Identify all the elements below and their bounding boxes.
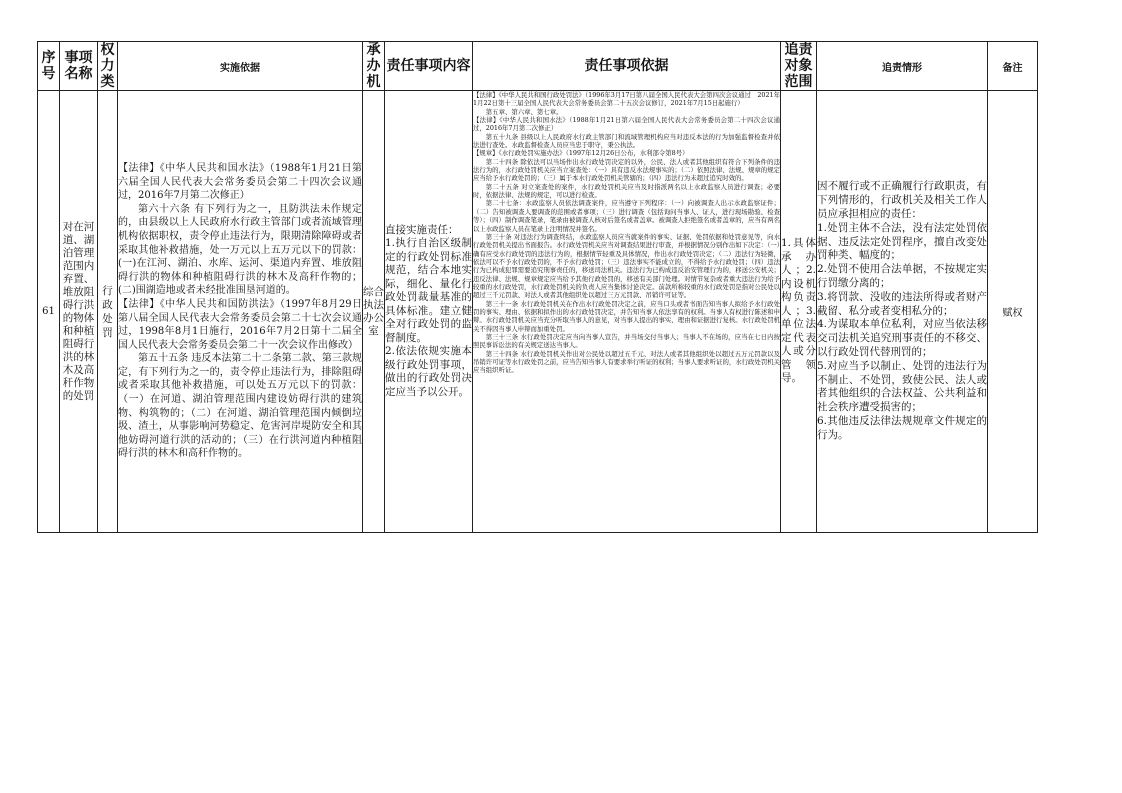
resp-para: 1.执行自治区级制定的行政处罚标准规范，结合本地实际，细化、量化行政处罚裁量基准的具体标准。建立健全对行政处罚的监督制度。 [385,237,472,344]
resp-basis-para: 第三十三条 水行政处罚决定应当向当事人宣告，并当场交付当事人；当事人不在场的，应当在七日内按照民事诉讼法的有关规定送达当事人。 [473,332,780,350]
acct-para: 1.处罚主体不合法，没有法定处罚依据、违反法定处罚程序，擅自改变处罚种类、幅度的； [817,221,987,262]
header-item-name: 事项名称 [60,42,98,91]
table-row [38,91,1038,533]
acct-para: 3.将罚款、没收的违法所得或者财产截留、私分或者变相私分的； [817,290,987,317]
row-office: 综合执法办公室 [363,91,385,533]
row-scope: 1.具体承办人；2.内设机构负责人；3.单位法定代表人或分管领导。 [781,91,817,533]
acct-para: 6.其他违反法律法规规章文件规定的行为。 [817,414,987,441]
basis-para: 第五十五条 违反本法第二十二条第二款、第三款规定，有下列行为之一的，责令停止违法行为，排除阻碍或者采取其他补救措施，可以处五万元以下的罚款：（一）在河道、湖泊管理范围内建设妨碍行洪的建筑物、构筑物的；（二）在河道、湖泊管理范围内倾倒垃圾、渣土，从事影响河势稳定、危害河岸堤防安全和其他妨碍河道行洪的活动的；（三）在行洪河道内种植阻碍行洪的林木和高秆作物的。 [118,353,362,460]
resp-basis-para: 第二十七条：水政监察人员依法调查案件，应当遵守下列程序：（一）向被调查人出示水政监察证件；（二）告知被调查人要调查的范围或者事项；（三）进行调查（包括询问当事人、证人，进行现场勘验、检查等）；（四）制作调查笔录，笔录由被调查人核对后签名或者盖章。被调查人拒绝签名或者盖章的，应当有两名以上水政监察人员在笔录上注明情况并签名。 [473,199,780,233]
resp-basis-para: 第三十条 对违法行为调查终结，水政监察人员应当就案件的事实、证据、处罚依据和处罚意见等，向水行政处罚机关提出书面报告。水行政处罚机关应当对调查结果进行审查，并根据情况分别作出如下决定：（一）确有应受水行政处罚的违法行为的，根据情节轻重及具体情况，作出水行政处罚决定；（二）违法行为轻微，依法可以不予水行政处罚的，不予水行政处罚；（三）违法事实不能成立的，不得给予水行政处罚；（四）违法行为已构成犯罪需要追究刑事责任的，移送司法机关。违法行为已构成违反治安管理行为的，移送公安机关；违反法律、法规、规章规定应当给予其他行政处罚的，移送有关部门处理。对情节复杂或者重大违法行为给予较重的水行政处罚，水行政处罚机关的负责人应当集体讨论决定。前款所称较重的水行政处罚是指对公民处以超过三千元罚款、对法人或者其他组织处以超过三万元罚款、吊销许可证等。 [473,232,780,300]
acct-para: 5.对应当予以制止、处罚的违法行为不制止、不处罚，致使公民、法人或者其他组织的合法权益、公共利益和社会秩序遭受损害的； [817,359,987,414]
row-item-name: 对在河道、湖泊管理范围内弃置、堆放阻碍行洪的物体和种植阻碍行洪的林木及高秆作物的处罚 [60,91,98,533]
header-power-type: 权力类 [98,42,118,91]
acct-para: 4.为谋取本单位私利，对应当依法移交司法机关追究刑事责任的不移交、以行政处罚代替刑罚的； [817,318,987,358]
resp-basis-para: 【法律】《中华人民共和国行政处罚法》（1996年3月17日第八届全国人民代表大会第四次会议通过 2021年1月22日第十三届全国人民代表大会常务委员会第二十五次会议修订，2021年7月15日起施行） [473,91,780,108]
acct-para: 2.处罚不使用合法单据，不按规定实行罚缴分离的； [817,263,987,289]
header-resp-basis: 责任事项依据 [473,42,781,91]
resp-basis-para: 第三十一条 水行政处罚机关在作出水行政处罚决定之前，应当口头或者书面告知当事人拟给予水行政处罚的事实、理由、依据和拟作出的水行政处罚决定，并告知当事人依法享有的权利。当事人有权进行陈述和申辩。水行政处罚机关应当充分听取当事人的意见，对当事人提出的事实、理由和证据进行复核。水行政处罚机关不得因当事人申辩而加重处罚。 [473,299,780,333]
resp-para: 直接实施责任： [385,223,459,236]
resp-basis-para: 【规章】《水行政处罚实施办法》（1997年12月26日公布，水利部令第8号） [473,149,689,158]
resp-basis-para: 【法律】《中华人民共和国水法》（1988年1月21日第六届全国人民代表大会常务委员会第二十四次会议通过，2016年7月第二次修正） [473,116,780,133]
responsibility-table [37,41,1038,533]
row-seq: 61 [38,91,60,533]
acct-para: 因不履行或不正确履行行政职责，有下列情形的，行政机关及相关工作人员应承担相应的责任： [817,180,987,221]
row-basis [118,91,363,533]
header-resp-content: 责任事项内容 [385,42,473,91]
header-row [38,42,1038,91]
basis-para: 第六十六条 有下列行为之一，且防洪法未作规定的，由县级以上人民政府水行政主管部门或者流域管理机构依据职权，责令停止违法行为，限期清除障碍或者采取其他补救措施，处一万元以上五万元以下的罚款：(一)在江河、湖泊、水库、运河、渠道内弃置、堆放阻碍行洪的物体和种植阻碍行洪的林木及高秆作物的；(二)围湖造地或者未经批准围垦河道的。 [118,203,362,297]
row-resp-basis [473,91,781,533]
row-power-type: 行政处罚 [98,91,118,533]
resp-basis-para: 第二十五条 对立案查处的案件，水行政处罚机关应当及时指派两名以上水政监察人员进行调查；必要时，依据法律、法规的规定，可以进行检查。 [473,182,780,200]
header-seq: 序号 [38,42,60,91]
basis-para: 【法律】《中华人民共和国防洪法》（1997年8月29日第八届全国人民代表大会常务委员会第二十七次会议通过，1998年8月1日施行，2016年7月2日第十二届全国人民代表大会常务委员会第二十一次会议作出修改） [118,298,362,351]
resp-basis-para: 第三十四条 水行政处罚机关作出对公民处以超过五千元、对法人或者其他组织处以超过五万元罚款以及吊销许可证等水行政处罚之前，应当告知当事人有要求举行听证的权利；当事人要求听证的，水行政处罚机关应当组织听证。 [473,349,780,375]
resp-basis-para: 第二十四条 除依法可以当场作出水行政处罚决定的以外，公民、法人或者其他组织有符合下列条件的违法行为的，水行政处罚机关应当立案查处：（一）具有违反水法规事实的；（二）依照法律、法规、规章的规定应当给予水行政处罚的；（三）属于本水行政处罚机关管辖的；（四）违法行为未超过追究时效的。 [473,157,780,183]
resp-para: 2.依法依规实施本级行政处罚事项，做出的行政处罚决定应当予以公开。 [385,345,472,398]
row-remark: 赋权 [988,91,1038,533]
basis-para: 【法律】《中华人民共和国水法》（1988年1月21日第六届全国人民代表大会常务委员会第二十四次会议通过，2016年7月第二次修正） [118,162,362,202]
header-basis: 实施依据 [118,42,363,91]
resp-basis-para: 第五十九条 县级以上人民政府水行政主管部门和流域管理机构应当对违反本法的行为加强监督检查并依法进行查处。水政监督检查人员应当忠于职守，秉公执法。 [473,132,780,150]
header-office: 承办机 [363,42,385,91]
row-accountability [817,91,988,533]
row-resp-content [385,91,473,533]
header-remark: 备注 [988,42,1038,91]
resp-basis-para: 第五章、第六章、第七章。 [485,107,563,116]
header-scope: 追责对象范围 [781,42,817,91]
header-accountability: 追责情形 [817,42,988,91]
